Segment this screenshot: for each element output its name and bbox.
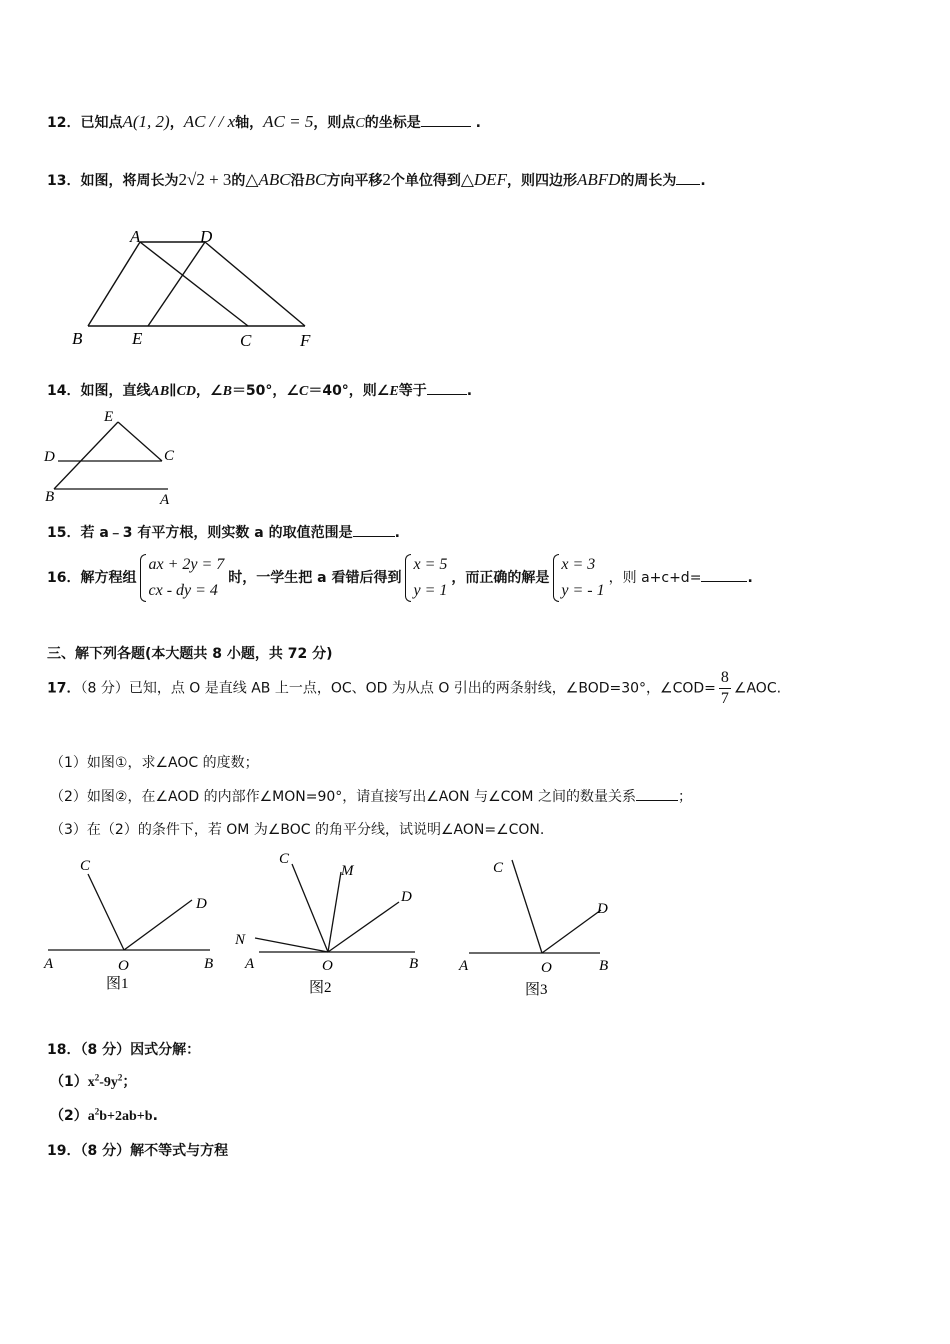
q17-number: 17．: [47, 680, 81, 697]
q15-number: 15．: [47, 525, 81, 541]
correct-solution: x = 3 y = - 1: [553, 552, 604, 604]
svg-text:A: A: [245, 956, 255, 972]
svg-text:A: A: [459, 958, 469, 974]
answer-blank: [676, 172, 700, 185]
q19-number: 19．: [47, 1143, 81, 1159]
label-E: E: [104, 409, 114, 425]
svg-text:B: B: [409, 956, 419, 972]
caption-fig2: 图2: [309, 980, 332, 996]
label-B: B: [72, 329, 83, 348]
q16-number: 16．: [47, 570, 81, 586]
svg-text:N: N: [235, 932, 246, 948]
caption-fig1: 图1: [106, 976, 129, 992]
label-C: C: [240, 331, 252, 350]
question-18: 18．（8 分）因式分解：: [47, 1042, 201, 1058]
answer-blank: [427, 382, 467, 395]
fraction-8-7: $\frac{8}{7}$: [720, 669, 729, 707]
svg-text:C: C: [493, 860, 504, 876]
q14-number: 14．: [47, 383, 81, 399]
answer-blank: [636, 788, 678, 801]
q12-number: 12．: [47, 115, 81, 131]
caption-fig3: 图3: [525, 982, 548, 998]
q13-number: 13．: [47, 173, 81, 189]
equation-system: ax + 2y = 7 cx - dy = 4: [140, 552, 224, 604]
label-E: E: [132, 329, 143, 348]
svg-text:M: M: [341, 863, 354, 879]
label-D: D: [44, 449, 55, 465]
point-a-coords: A(1, 2): [122, 112, 170, 131]
wrong-solution: x = 5 y = 1: [405, 552, 447, 604]
question-17: 17．（8 分）已知，点 O 是直线 AB 上一点，OC、OD 为从点 O 引出的两条射线，∠BOD=30°，∠COD= $\frac{8}{7}$ ∠AOC.: [47, 669, 782, 707]
question-14: 14．如图，直线AB∥CD，∠B＝50°，∠C＝40°，则∠E等于 .: [47, 383, 473, 399]
q18-part-2: $(2)a^2b+2ab+b$.: [50, 1106, 158, 1124]
question-16: 16．解方程组 ax + 2y = 7 cx - dy = 4 时，一学生把 a 看错后得到 x = 5 y = 1 ，而正确的解是 x = 3 y = - 1 ，则 a+c+d= .: [47, 552, 753, 604]
q17-part-2: （2）如图②，在∠AOD 的内部作∠MON=90°，请直接写出∠AON 与∠COM 之间的数量关系 ；: [50, 789, 692, 805]
figure-14-parallel-lines: [40, 404, 190, 508]
label-F: F: [300, 331, 311, 350]
label-A: A: [160, 492, 170, 508]
svg-text:D: D: [196, 896, 207, 912]
svg-text:C: C: [279, 851, 290, 867]
figure-17-1: [40, 852, 230, 997]
svg-text:D: D: [597, 901, 608, 917]
figure-17-2: [235, 846, 435, 998]
svg-text:O: O: [118, 958, 129, 974]
answer-blank: [701, 569, 747, 582]
figure-13-translation: [60, 222, 330, 352]
label-D: D: [200, 227, 213, 246]
q17-part-3: （3）在（2）的条件下，若 OM 为∠BOC 的角平分线，试说明∠AON=∠CON.: [50, 822, 545, 838]
q18-part-1: $(1)x^2-9y^2$；: [50, 1072, 137, 1090]
svg-text:A: A: [44, 956, 54, 972]
answer-blank: [421, 114, 471, 127]
q18-number: 18．: [47, 1042, 81, 1058]
section-heading: 三、解下列各题(本大题共 8 小题，共 72 分): [47, 646, 333, 662]
svg-text:O: O: [322, 958, 333, 974]
q17-part-1: （1）如图①，求∠AOC 的度数；: [50, 755, 259, 771]
answer-blank: [353, 524, 395, 537]
question-15: 15．若 a﹣3 有平方根，则实数 a 的取值范围是 .: [47, 525, 400, 541]
svg-text:B: B: [204, 956, 214, 972]
label-B: B: [45, 489, 55, 505]
svg-text:C: C: [80, 858, 91, 874]
question-19: 19．（8 分）解不等式与方程: [47, 1143, 229, 1159]
figure-17-3: [455, 852, 625, 998]
question-12: 12．已知点A(1, 2)，AC / / x轴，AC = 5，则点C的坐标是 .: [47, 112, 481, 131]
label-C: C: [164, 448, 175, 464]
svg-text:O: O: [541, 960, 552, 976]
svg-text:D: D: [401, 889, 412, 905]
label-A: A: [130, 227, 141, 246]
question-13: 13．如图，将周长为2√2 + 3的△ABC沿BC方向平移2个单位得到△DEF，则四边形ABFD的周长为 .: [47, 170, 706, 189]
svg-text:B: B: [599, 958, 609, 974]
